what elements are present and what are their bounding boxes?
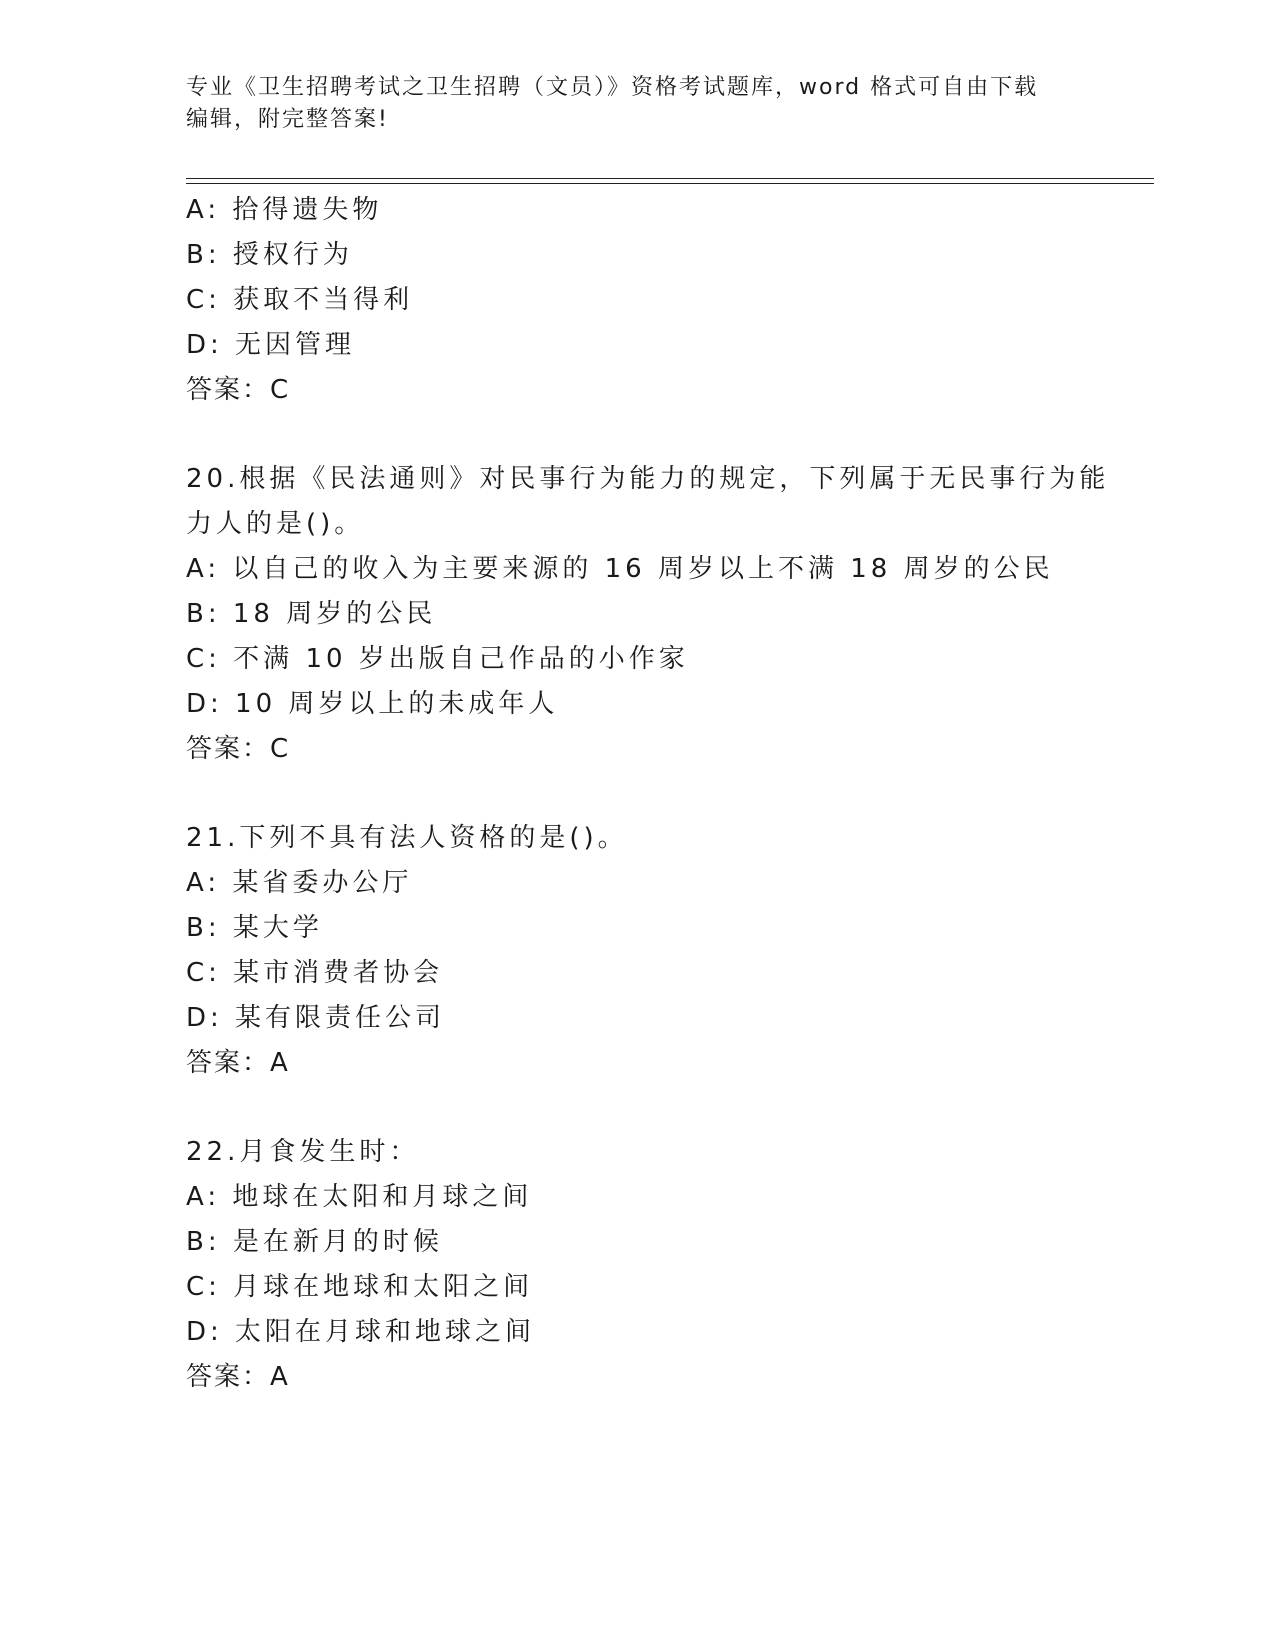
q20-option-d: D: 10 周岁以上的未成年人 <box>186 689 559 719</box>
header-line-1: 专业《卫生招聘考试之卫生招聘（文员）》资格考试题库，word 格式可自由下载 <box>186 75 1039 100</box>
q20-option-a: A: 以自己的收入为主要来源的 16 周岁以上不满 18 周岁的公民 <box>186 554 1054 584</box>
q19-option-b: B: 授权行为 <box>186 240 353 270</box>
q22-answer: 答案：A <box>186 1362 290 1392</box>
q20-stem-line-1: 20.根据《民法通则》对民事行为能力的规定，下列属于无民事行为能 <box>186 464 1110 494</box>
q19-option-d: D: 无因管理 <box>186 330 356 360</box>
q22-option-d: D: 太阳在月球和地球之间 <box>186 1317 536 1347</box>
q20-answer: 答案：C <box>186 734 291 764</box>
q22-option-c: C: 月球在地球和太阳之间 <box>186 1272 534 1302</box>
q21-option-c: C: 某市消费者协会 <box>186 958 444 988</box>
q21-option-a: A: 某省委办公厅 <box>186 868 413 898</box>
q19-option-c: C: 获取不当得利 <box>186 285 414 315</box>
q21-option-d: D: 某有限责任公司 <box>186 1003 446 1033</box>
q20-stem-line-2: 力人的是()。 <box>186 509 365 539</box>
q19-option-a: A: 拾得遗失物 <box>186 195 383 225</box>
q22-option-a: A: 地球在太阳和月球之间 <box>186 1182 533 1212</box>
header-divider-bottom <box>186 183 1154 184</box>
q21-stem-line-1: 21.下列不具有法人资格的是()。 <box>186 823 628 853</box>
q20-option-b: B: 18 周岁的公民 <box>186 599 437 629</box>
q21-option-b: B: 某大学 <box>186 913 323 943</box>
q22-stem-line-1: 22.月食发生时： <box>186 1137 420 1167</box>
q22-option-b: B: 是在新月的时候 <box>186 1227 443 1257</box>
document-header-note <box>186 72 1086 136</box>
header-divider-top <box>186 178 1154 179</box>
q19-answer: 答案：C <box>186 375 291 405</box>
header-line-2: 编辑，附完整答案! <box>186 107 389 132</box>
q21-answer: 答案：A <box>186 1048 290 1078</box>
q20-option-c: C: 不满 10 岁出版自己作品的小作家 <box>186 644 689 674</box>
